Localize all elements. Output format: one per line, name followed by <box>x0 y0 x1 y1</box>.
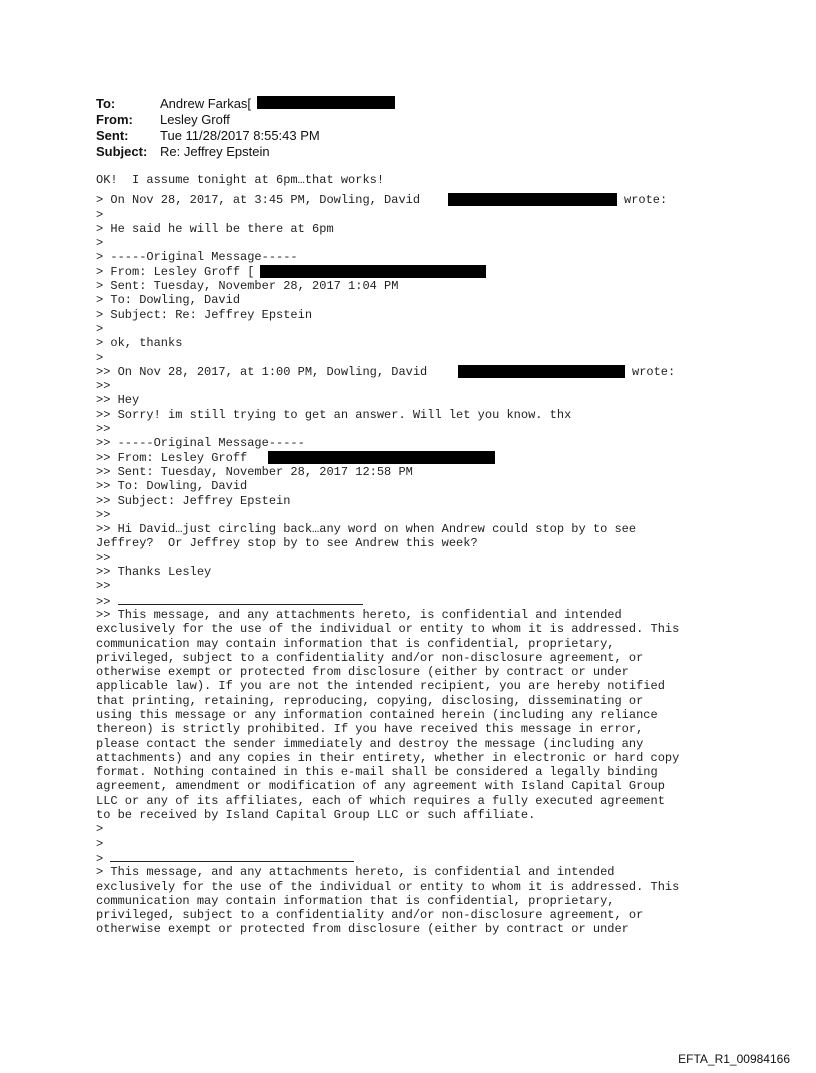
to-value: Andrew Farkas[ <box>160 96 252 111</box>
body-line: > <box>96 321 104 336</box>
from-value: Lesley Groff <box>160 112 230 127</box>
redaction-bar <box>268 451 495 464</box>
body-line: > Subject: Re: Jeffrey Epstein <box>96 307 313 322</box>
signature-rule <box>118 594 363 605</box>
body-line: >> Sent: Tuesday, November 28, 2017 12:58 PM <box>96 464 413 479</box>
body-line: >> Hey <box>96 393 140 408</box>
quote-header-text: >> On Nov 28, 2017, at 1:00 PM, Dowling, David <box>96 364 435 379</box>
quote-header-text: > On Nov 28, 2017, at 3:45 PM, Dowling, David <box>96 193 428 208</box>
body-line: > Sent: Tuesday, November 28, 2017 1:04 PM <box>96 279 399 294</box>
quote-header-line <box>96 365 736 379</box>
body-line: > He said he will be there at 6pm <box>96 221 334 236</box>
subject-value: Re: Jeffrey Epstein <box>160 144 270 159</box>
body-line: >> <box>96 422 111 437</box>
body-line: > <box>96 350 104 365</box>
body-line: >> <box>96 579 111 594</box>
disclaimer-line: applicable law). If you are not the intended recipient, you are hereby notified <box>96 679 665 694</box>
to-label: To: <box>96 96 116 111</box>
from-row <box>96 112 320 128</box>
from-label: From: <box>96 112 133 127</box>
email-header <box>96 96 320 160</box>
redaction-bar <box>448 193 617 206</box>
body-line: >> <box>96 507 111 522</box>
redaction-bar <box>257 96 395 109</box>
sent-value: Tue 11/28/2017 8:55:43 PM <box>160 128 320 143</box>
disclaimer-line: privileged, subject to a confidentiality and/or non-disclosure agreement, or <box>96 650 644 665</box>
email-body <box>96 173 736 937</box>
body-line: > <box>96 836 104 851</box>
disclaimer-line: please contact the sender immediately and destroy the message (including any <box>96 736 644 751</box>
disclaimer-line: using this message or any information contained herein (including any reliance <box>96 707 658 722</box>
body-line: >> To: Dowling, David <box>96 479 248 494</box>
body-line: >> Thanks Lesley <box>96 565 212 580</box>
disclaimer-line: privileged, subject to a confidentiality and/or non-disclosure agreement, or <box>96 908 644 923</box>
subject-label: Subject: <box>96 144 148 159</box>
rule-prefix: > <box>96 851 111 866</box>
sent-label: Sent: <box>96 128 129 143</box>
quote-header-wrote: wrote: <box>624 193 668 208</box>
signature-rule <box>110 851 354 862</box>
disclaimer-line: otherwise exempt or protected from disclosure (either by contract or under <box>96 665 629 680</box>
body-line: > ok, thanks <box>96 336 183 351</box>
disclaimer-line: that printing, retaining, reproducing, copying, disclosing, disseminating or <box>96 693 644 708</box>
body-line: >> Hi David…just circling back…any word on when Andrew could stop by to see <box>96 522 637 537</box>
quote-header-line <box>96 193 736 207</box>
body-line: >> Sorry! im still trying to get an answer. Will let you know. thx <box>96 407 572 422</box>
body-line: > <box>96 236 104 251</box>
disclaimer-line: agreement, amendment or modification of any agreement with Island Capital Group <box>96 779 665 794</box>
from-line-text: >> From: Lesley Groff <box>96 450 255 465</box>
disclaimer-line: attachments) and any copies in their entirety, whether in electronic or hard copy <box>96 750 680 765</box>
subject-row <box>96 144 320 160</box>
from-line-text: > From: Lesley Groff [ <box>96 264 255 279</box>
disclaimer-line: thereon) is strictly prohibited. If you have received this message in error, <box>96 722 644 737</box>
body-line <box>96 451 736 465</box>
to-row <box>96 96 320 112</box>
document-id: EFTA_R1_00984166 <box>678 1052 790 1066</box>
signature-rule-line <box>96 851 736 865</box>
quote-header-wrote: wrote: <box>632 364 676 379</box>
disclaimer-line: to be received by Island Capital Group LLC or such affiliate. <box>96 808 536 823</box>
body-line: Jeffrey? Or Jeffrey stop by to see Andrew this week? <box>96 536 478 551</box>
body-line: OK! I assume tonight at 6pm…that works! <box>96 173 385 187</box>
sent-row <box>96 128 320 144</box>
body-line: >> <box>96 550 111 565</box>
redaction-bar <box>260 265 486 278</box>
body-line: > <box>96 207 104 222</box>
disclaimer-line: format. Nothing contained in this e-mail shall be considered a legally binding <box>96 765 658 780</box>
body-line: > <box>96 822 104 837</box>
rule-prefix: >> <box>96 594 118 609</box>
redaction-bar <box>458 365 625 378</box>
body-line: >> <box>96 379 111 394</box>
disclaimer-line: communication may contain information that is confidential, proprietary, <box>96 636 615 651</box>
disclaimer-line: exclusively for the use of the individual or entity to whom it is addressed. This <box>96 879 680 894</box>
disclaimer-line: communication may contain information that is confidential, proprietary, <box>96 893 615 908</box>
body-line: > To: Dowling, David <box>96 293 241 308</box>
body-line: >> -----Original Message----- <box>96 436 305 451</box>
disclaimer-line: exclusively for the use of the individual or entity to whom it is addressed. This <box>96 622 680 637</box>
disclaimer-line: >> This message, and any attachments hereto, is confidential and intended <box>96 607 622 622</box>
body-line <box>96 265 736 279</box>
disclaimer-line: LLC or any of its affiliates, each of which requires a fully executed agreement <box>96 793 665 808</box>
signature-rule-line <box>96 594 736 608</box>
disclaimer-line: > This message, and any attachments hereto, is confidential and intended <box>96 865 615 880</box>
disclaimer-line: otherwise exempt or protected from disclosure (either by contract or under <box>96 922 629 937</box>
body-line: > -----Original Message----- <box>96 250 298 265</box>
body-line: >> Subject: Jeffrey Epstein <box>96 493 291 508</box>
